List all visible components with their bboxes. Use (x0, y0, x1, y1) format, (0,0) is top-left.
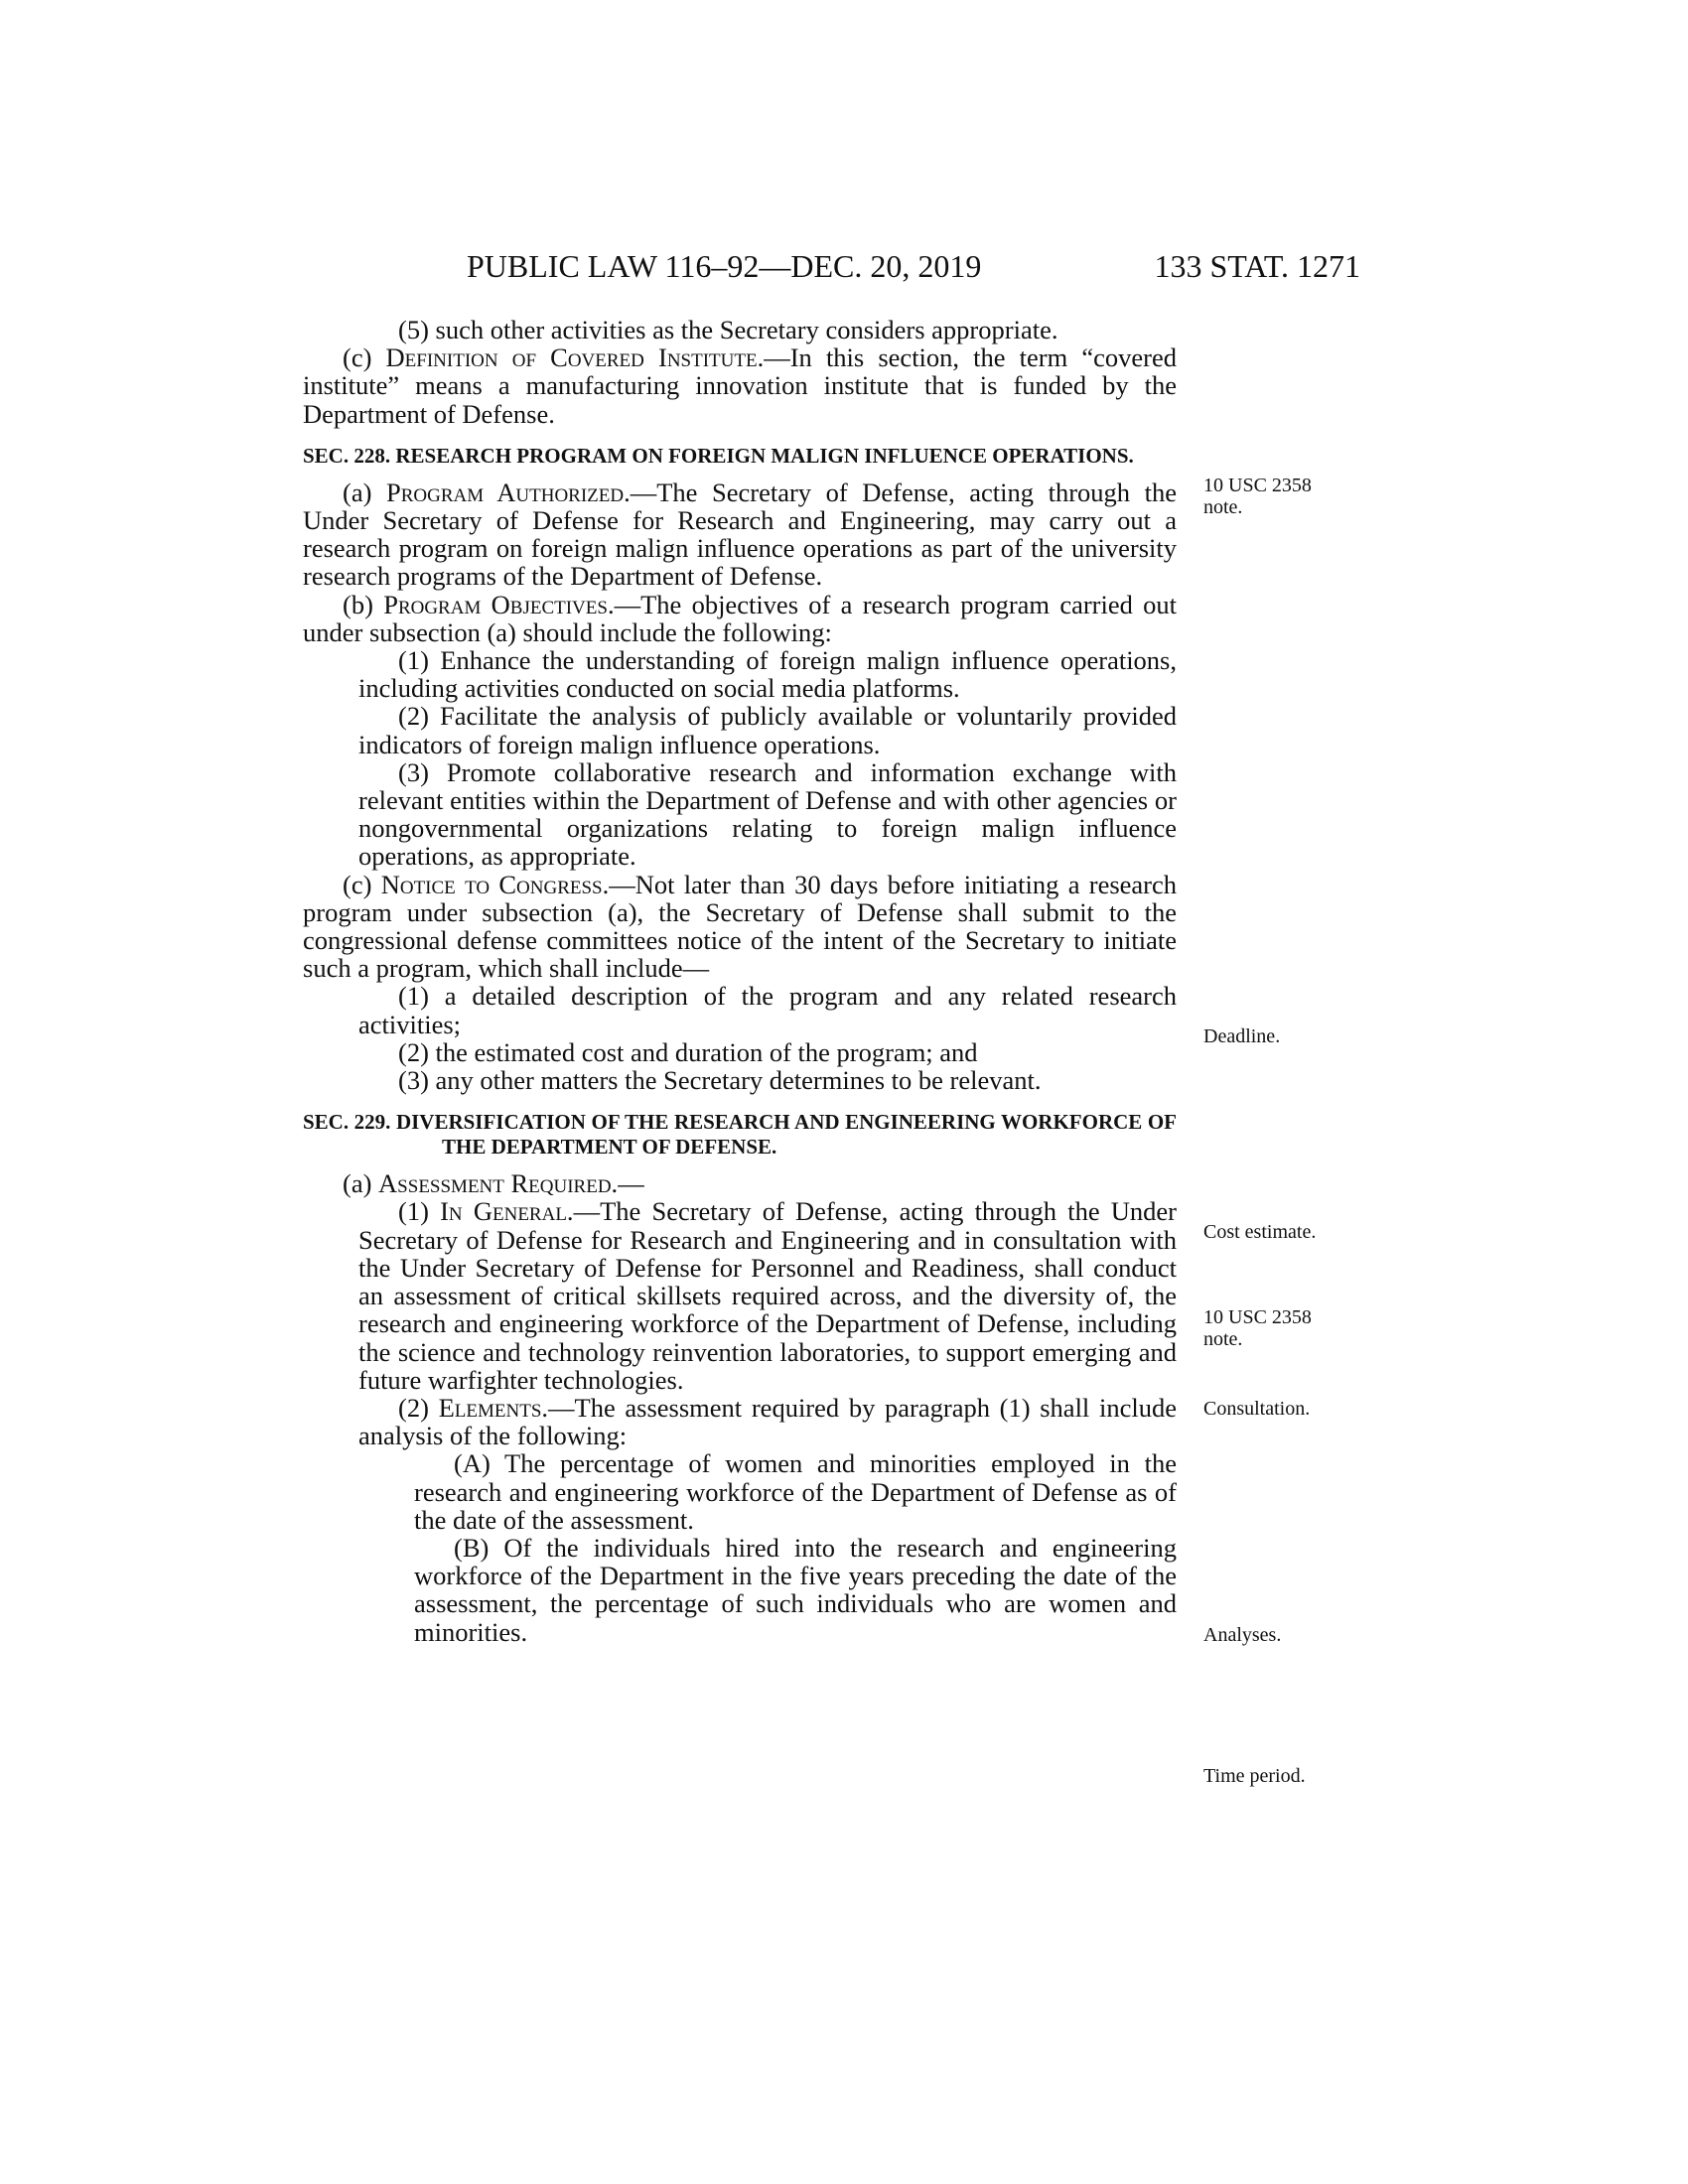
notice-item-3: (3) any other matters the Secretary determines to be relevant. (398, 1065, 1042, 1096)
margin-note-consultation: Consultation. (1203, 1398, 1311, 1420)
subsection-heading: Definition of Covered Institute. (385, 342, 765, 373)
section-228-heading: SEC. 228. RESEARCH PROGRAM ON FOREIGN MALIGN INFLUENCE OPERATIONS. (303, 443, 1134, 468)
section-229-heading: SEC. 229. DIVERSIFICATION OF THE RESEARCH AND ENGINEERING WORKFORCE OF THE DEPARTMENT OF DEFENSE. (303, 1110, 1177, 1160)
page-body (303, 316, 1177, 1646)
objective-1: (1) Enhance the understanding of foreign malign influence operations, including activities conducted on social media platforms. (358, 645, 1177, 704)
header-statute-page: 133 STAT. 1271 (1154, 248, 1360, 284)
objective-2: (2) Facilitate the analysis of publicly available or voluntarily provided indicators of foreign malign influence operations. (358, 701, 1177, 759)
running-header (467, 248, 1360, 292)
objective-3: (3) Promote collaborative research and information exchange with relevant entities within the Department of Defense and with other agencies or nongovernmental organizations relating to foreign malign influence operations, as appropriate. (358, 756, 1177, 872)
paragraph-1-in-general: (1) In General.—The Secretary of Defense, acting through the Under Secretary of Defense for Research and Engineering and in consultation with the Under Secretary of Defense for Personnel and Readiness, shall conduct an assessment of critical skillsets required across, and the diversity of, the research and engineering workforce of the Department of Defense, including the science and technology reinvention laboratories, to support emerging and future warfighter technologies. (358, 1196, 1178, 1395)
paragraph-5: (5) such other activities as the Secretary considers appropriate. (398, 315, 1058, 344)
element-A: (A) The percentage of women and minorities employed in the research and engineering workforce of the Department of Defense as of the date of the assessment. (414, 1448, 1177, 1535)
paragraph-2-elements: (2) Elements.—The assessment required by paragraph (1) shall include analysis of the following: (358, 1392, 1177, 1451)
margin-note-10-usc-228: 10 USC 2358 note. (1203, 475, 1312, 518)
notice-item-2: (2) the estimated cost and duration of the program; and (398, 1036, 978, 1067)
subsection-b-program-objectives: (b) Program Objectives.—The objectives of a research program carried out under subsection (a) should include the following: (303, 589, 1178, 647)
notice-item-1: (1) a detailed description of the program and any related research activities; (358, 981, 1177, 1039)
margin-note-time-period: Time period. (1203, 1765, 1306, 1787)
subsection-c-notice: (c) Notice to Congress.—Not later than 30 days before initiating a research program under subsection (a), the Secretary of Defense shall submit to the congressional defense committees notice of the intent of the Secretary to initiate such a program, which shall include— (303, 869, 1178, 984)
subsection-a-program-authorized: (a) Program Authorized.—The Secretary of Defense, acting through the Under Secretary of Defense for Research and Engineering, may carry out a research program on foreign malign influence operations as part of the university research programs of the Department of Defense. (303, 477, 1177, 592)
margin-note-cost-estimate: Cost estimate. (1203, 1221, 1317, 1243)
element-B: (B) Of the individuals hired into the research and engineering workforce of the Department in the five years preceding the date of the assessment, the percentage of such individuals who are women and minorities. (414, 1532, 1177, 1647)
subsection-a-assessment: (a) Assessment Required.— (343, 1168, 644, 1199)
subsection-c-definition: (c) Definition of Covered Institute.—In this section, the term “covered institute” means a manufacturing innovation institute that is funded by the Department of Defense. (303, 342, 1177, 429)
margin-note-deadline: Deadline. (1203, 1025, 1281, 1047)
margin-note-analyses: Analyses. (1203, 1624, 1282, 1646)
header-public-law: PUBLIC LAW 116–92—DEC. 20, 2019 (467, 248, 982, 284)
margin-note-10-usc-229: 10 USC 2358 note. (1203, 1306, 1312, 1350)
